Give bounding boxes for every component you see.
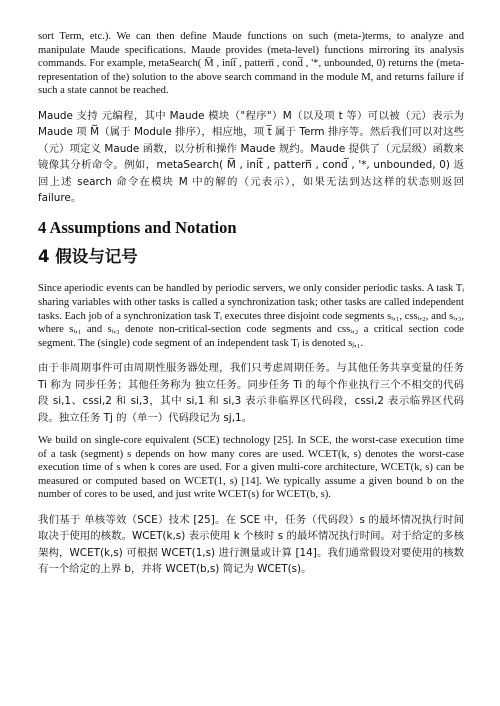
paragraph-zh-tasks: 由于非周期事件可由周期性服务器处理，我们只考虑周期任务。与其他任务共享变量的任务 Ti 称为 同步任务；其他任务称为 独立任务。同步任务 Ti 的每个作业执行三个不相交的代码段 si,1、cssi,2 和 si,3，其中 si,1 和 si,3 表示非临界区代码段，cssi,2 表示临界区代码段。独立任务 Tj 的（单一）代码段记为 sj,1。 <box>38 362 464 424</box>
paragraph-en-maude-functions: sort Term, etc.). We can then define Maude functions on such (meta-)terms, to analyze and manipulate Maude specifications. Maude provides (meta-level) functions mirroring its analysis commands. For example, metaSearch( M̅ , init̅ , pattern̅ , cond̅ , '*, unbounded, 0) returns the (meta-representation of the) solution to the above search command in the module M, and returns failure if such a state cannot be reached. <box>38 31 464 97</box>
paragraph-zh-sce: 我们基于 单核等效（SCE）技术 [25]。在 SCE 中，任务（代码段）s 的最坏情况执行时间取决于使用的核数。WCET(k,s) 表示使用 k 个核时 s 的最坏情况执行时间。对于给定的多核架构，WCET(k,s) 可根据 WCET(1,s) 进行测量或计算 [14]。我们通常假设对要使用的核数有一个给定的上界 b，并将 WCET(b,s) 简记为 WCET(s)。 <box>38 513 464 576</box>
paragraph-en-tasks: Since aperiodic events can be handled by periodic servers, we only consider periodic tasks. A task Tᵢ sharing variables with other tasks is called a synchronization task; other tasks are called independent tasks. Each job of a synchronization task Tᵢ executes three disjoint code segments sᵢ,₁, cssᵢ,₂, and sᵢ,₃, where sᵢ,₁ and sᵢ,₃ denote non-critical-section code segments and cssᵢ,₂ a critical section code segment. The (single) code segment of an independent task Tⱼ is denoted sⱼ,₁. <box>38 283 464 349</box>
document-page <box>38 30 464 586</box>
section-heading-en: 4 Assumptions and Notation <box>38 218 237 238</box>
section-heading-zh: 4 假设与记号 <box>38 247 138 267</box>
paragraph-en-sce: We build on single-core equivalent (SCE) technology [25]. In SCE, the worst-case execution time of a task (segment) s depends on how many cores are used. WCET(k, s) denotes the worst-case execution time of s when k cores are used. For a given multi-core architecture, WCET(k, s) can be measured or computed based on WCET(1, s) [14]. We typically assume a given bound b on the number of cores to be used, and just write WCET(s) for WCET(b, s). <box>38 435 464 501</box>
paragraph-zh-maude-functions: Maude 支持 元编程，其中 Maude 模块（"程序"）M（以及项 t 等）可以被（元）表示为 Maude 项 M̅（属于 Module 排序），相应地，项 t̅ 属于 Term 排序等。然后我们可以对这些（元）项定义 Maude 函数，以分析和操作 Maude 规约。Maude 提供了（元层级）函数来镜像其分析命令。例如，metaSearch( M̅ , init̅ , pattern̅ , cond̅ , '*, unbounded, 0) 返回上述 search 命令在模块 M 中的解的（元表示），如果无法到达这样的状态则返回 failure。 <box>38 109 464 204</box>
